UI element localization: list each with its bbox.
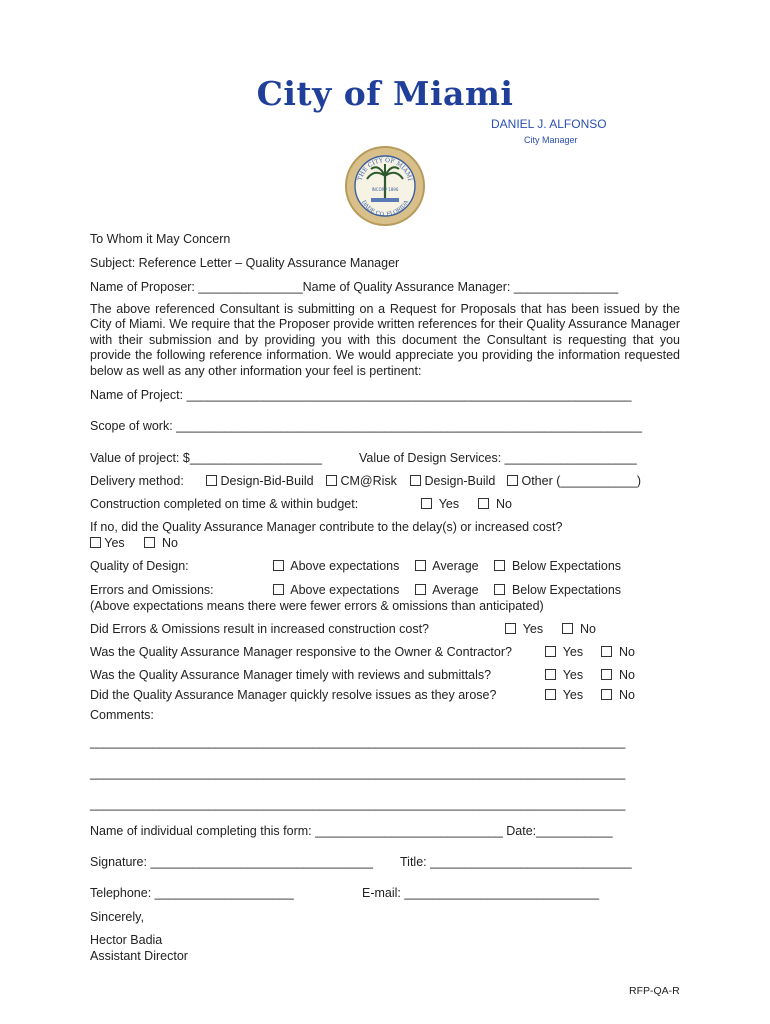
project-name-field[interactable]: Name of Project: ________________________________________________________________	[90, 388, 632, 402]
on-time-label: Construction completed on time & within budget:	[90, 497, 359, 511]
no-label: No	[618, 645, 635, 659]
telephone-field[interactable]: Telephone: ____________________	[90, 886, 294, 900]
checkbox[interactable]	[144, 537, 155, 548]
checkbox[interactable]	[478, 498, 489, 509]
checkbox[interactable]	[273, 560, 284, 571]
subject-line: Subject: Reference Letter – Quality Assurance Manager	[90, 256, 400, 270]
checkbox[interactable]	[273, 584, 284, 595]
resolve-no[interactable]	[601, 688, 635, 702]
errors-omissions-label: Errors and Omissions:	[90, 583, 214, 597]
errors-below[interactable]	[494, 583, 621, 597]
option-label: Average	[432, 583, 479, 597]
errors-average[interactable]	[415, 583, 479, 597]
eo-cost-no[interactable]	[562, 622, 596, 636]
checkbox[interactable]	[494, 584, 505, 595]
scope-of-work-field[interactable]: Scope of work: ___________________________________________________________________	[90, 419, 642, 433]
city-seal-icon	[345, 146, 425, 226]
quality-above[interactable]	[273, 559, 399, 573]
comment-line[interactable]: _____________________________________________________________________________	[90, 766, 626, 780]
quality-average[interactable]	[415, 559, 479, 573]
option-label: Above expectations	[290, 559, 400, 573]
option-label: Below Expectations	[511, 559, 622, 573]
checkbox[interactable]	[90, 537, 101, 548]
checkbox[interactable]	[415, 584, 426, 595]
option-label: CM@Risk	[340, 474, 397, 488]
rating-note: (Above expectations means there were fewer errors & omissions than anticipated)	[90, 599, 544, 613]
responsive-no[interactable]	[601, 645, 635, 659]
yes-label: Yes	[562, 645, 584, 659]
quality-of-design-label: Quality of Design:	[90, 559, 189, 573]
checkbox[interactable]	[415, 560, 426, 571]
delay-question: If no, did the Quality Assurance Manager contribute to the delay(s) or increased cost?	[90, 520, 563, 534]
salutation: To Whom it May Concern	[90, 232, 231, 246]
form-code: RFP-QA-R	[629, 985, 680, 997]
eo-cost-yes[interactable]	[505, 622, 543, 636]
seal-center-text: INCORP 1896	[371, 187, 399, 192]
option-label: Below Expectations	[511, 583, 622, 597]
manager-name: DANIEL J. ALFONSO	[491, 117, 607, 131]
yes-label: Yes	[562, 688, 584, 702]
yes-label: Yes	[104, 536, 125, 550]
eo-cost-question: Did Errors & Omissions result in increased construction cost?	[90, 622, 430, 636]
delivery-method-label: Delivery method:	[90, 474, 184, 488]
yes-label: Yes	[522, 622, 544, 636]
no-label: No	[161, 536, 178, 550]
no-label: No	[618, 688, 635, 702]
no-label: No	[495, 497, 512, 511]
value-of-design-field[interactable]: Value of Design Services: ___________________	[359, 451, 637, 465]
checkbox[interactable]	[545, 646, 556, 657]
yes-label: Yes	[438, 497, 460, 511]
checkbox[interactable]	[326, 475, 337, 486]
seal-text-top: THE CITY OF MIAMI	[356, 156, 414, 182]
checkbox[interactable]	[545, 689, 556, 700]
resolve-yes[interactable]	[545, 688, 583, 702]
checkbox[interactable]	[601, 669, 612, 680]
checkbox[interactable]	[410, 475, 421, 486]
city-logo: City of Miami	[256, 74, 514, 113]
comments-label: Comments:	[90, 708, 154, 722]
checkbox[interactable]	[505, 623, 516, 634]
delay-no[interactable]	[144, 536, 178, 550]
value-of-project-field[interactable]: Value of project: $___________________	[90, 451, 322, 465]
option-label: Other (___________)	[521, 474, 642, 488]
on-time-no[interactable]	[478, 497, 512, 511]
checkbox[interactable]	[562, 623, 573, 634]
option-label: Design-Bid-Build	[220, 474, 314, 488]
no-label: No	[579, 622, 596, 636]
checkbox[interactable]	[601, 646, 612, 657]
errors-above[interactable]	[273, 583, 399, 597]
signature-field[interactable]: Signature: ________________________________	[90, 855, 373, 869]
option-label: Average	[432, 559, 479, 573]
option-label: Above expectations	[290, 583, 400, 597]
timely-question: Was the Quality Assurance Manager timely with reviews and submittals?	[90, 668, 492, 682]
timely-yes[interactable]	[545, 668, 583, 682]
seal-text-bottom: DADE CO. FLORIDA	[359, 199, 411, 219]
yes-label: Yes	[562, 668, 584, 682]
comment-line[interactable]: _____________________________________________________________________________	[90, 797, 626, 811]
delivery-option-db[interactable]	[410, 474, 495, 488]
on-time-yes[interactable]	[421, 497, 459, 511]
body-paragraph: The above referenced Consultant is submitting on a Request for Proposals that has been issued by the City of Miami. We require that the Proposer provide written references for their Quality Assurance Manager with their submission and by providing you with this document the Consultant is requesting that you provide the following reference information. We would appreciate you providing the information requested below as well as any other information your feel is pertinent:	[90, 302, 680, 378]
comment-line[interactable]: _____________________________________________________________________________	[90, 735, 626, 749]
no-label: No	[618, 668, 635, 682]
checkbox[interactable]	[601, 689, 612, 700]
checkbox[interactable]	[494, 560, 505, 571]
checkbox[interactable]	[507, 475, 518, 486]
option-label: Design-Build	[424, 474, 496, 488]
closing-sincerely: Sincerely,	[90, 910, 144, 924]
signer-name: Hector Badia	[90, 933, 163, 947]
delay-yes[interactable]	[90, 536, 125, 550]
proposer-line: Name of Proposer: _______________Name of Quality Assurance Manager: _______________	[90, 280, 619, 294]
delivery-option-cmrisk[interactable]	[326, 474, 397, 488]
manager-title: City Manager	[524, 135, 578, 145]
timely-no[interactable]	[601, 668, 635, 682]
resolve-question: Did the Quality Assurance Manager quickly resolve issues as they arose?	[90, 688, 497, 702]
checkbox[interactable]	[206, 475, 217, 486]
delivery-option-other[interactable]	[507, 474, 641, 488]
responsive-question: Was the Quality Assurance Manager responsive to the Owner & Contractor?	[90, 645, 512, 659]
checkbox[interactable]	[545, 669, 556, 680]
delivery-option-dbb[interactable]	[206, 474, 314, 488]
completer-field[interactable]: Name of individual completing this form: ___________________________ Date:___________	[90, 824, 613, 838]
title-field[interactable]: Title: _____________________________	[400, 855, 632, 869]
quality-below[interactable]	[494, 559, 621, 573]
email-field[interactable]: E-mail: ____________________________	[362, 886, 600, 900]
signer-role: Assistant Director	[90, 949, 188, 963]
checkbox[interactable]	[421, 498, 432, 509]
responsive-yes[interactable]	[545, 645, 583, 659]
